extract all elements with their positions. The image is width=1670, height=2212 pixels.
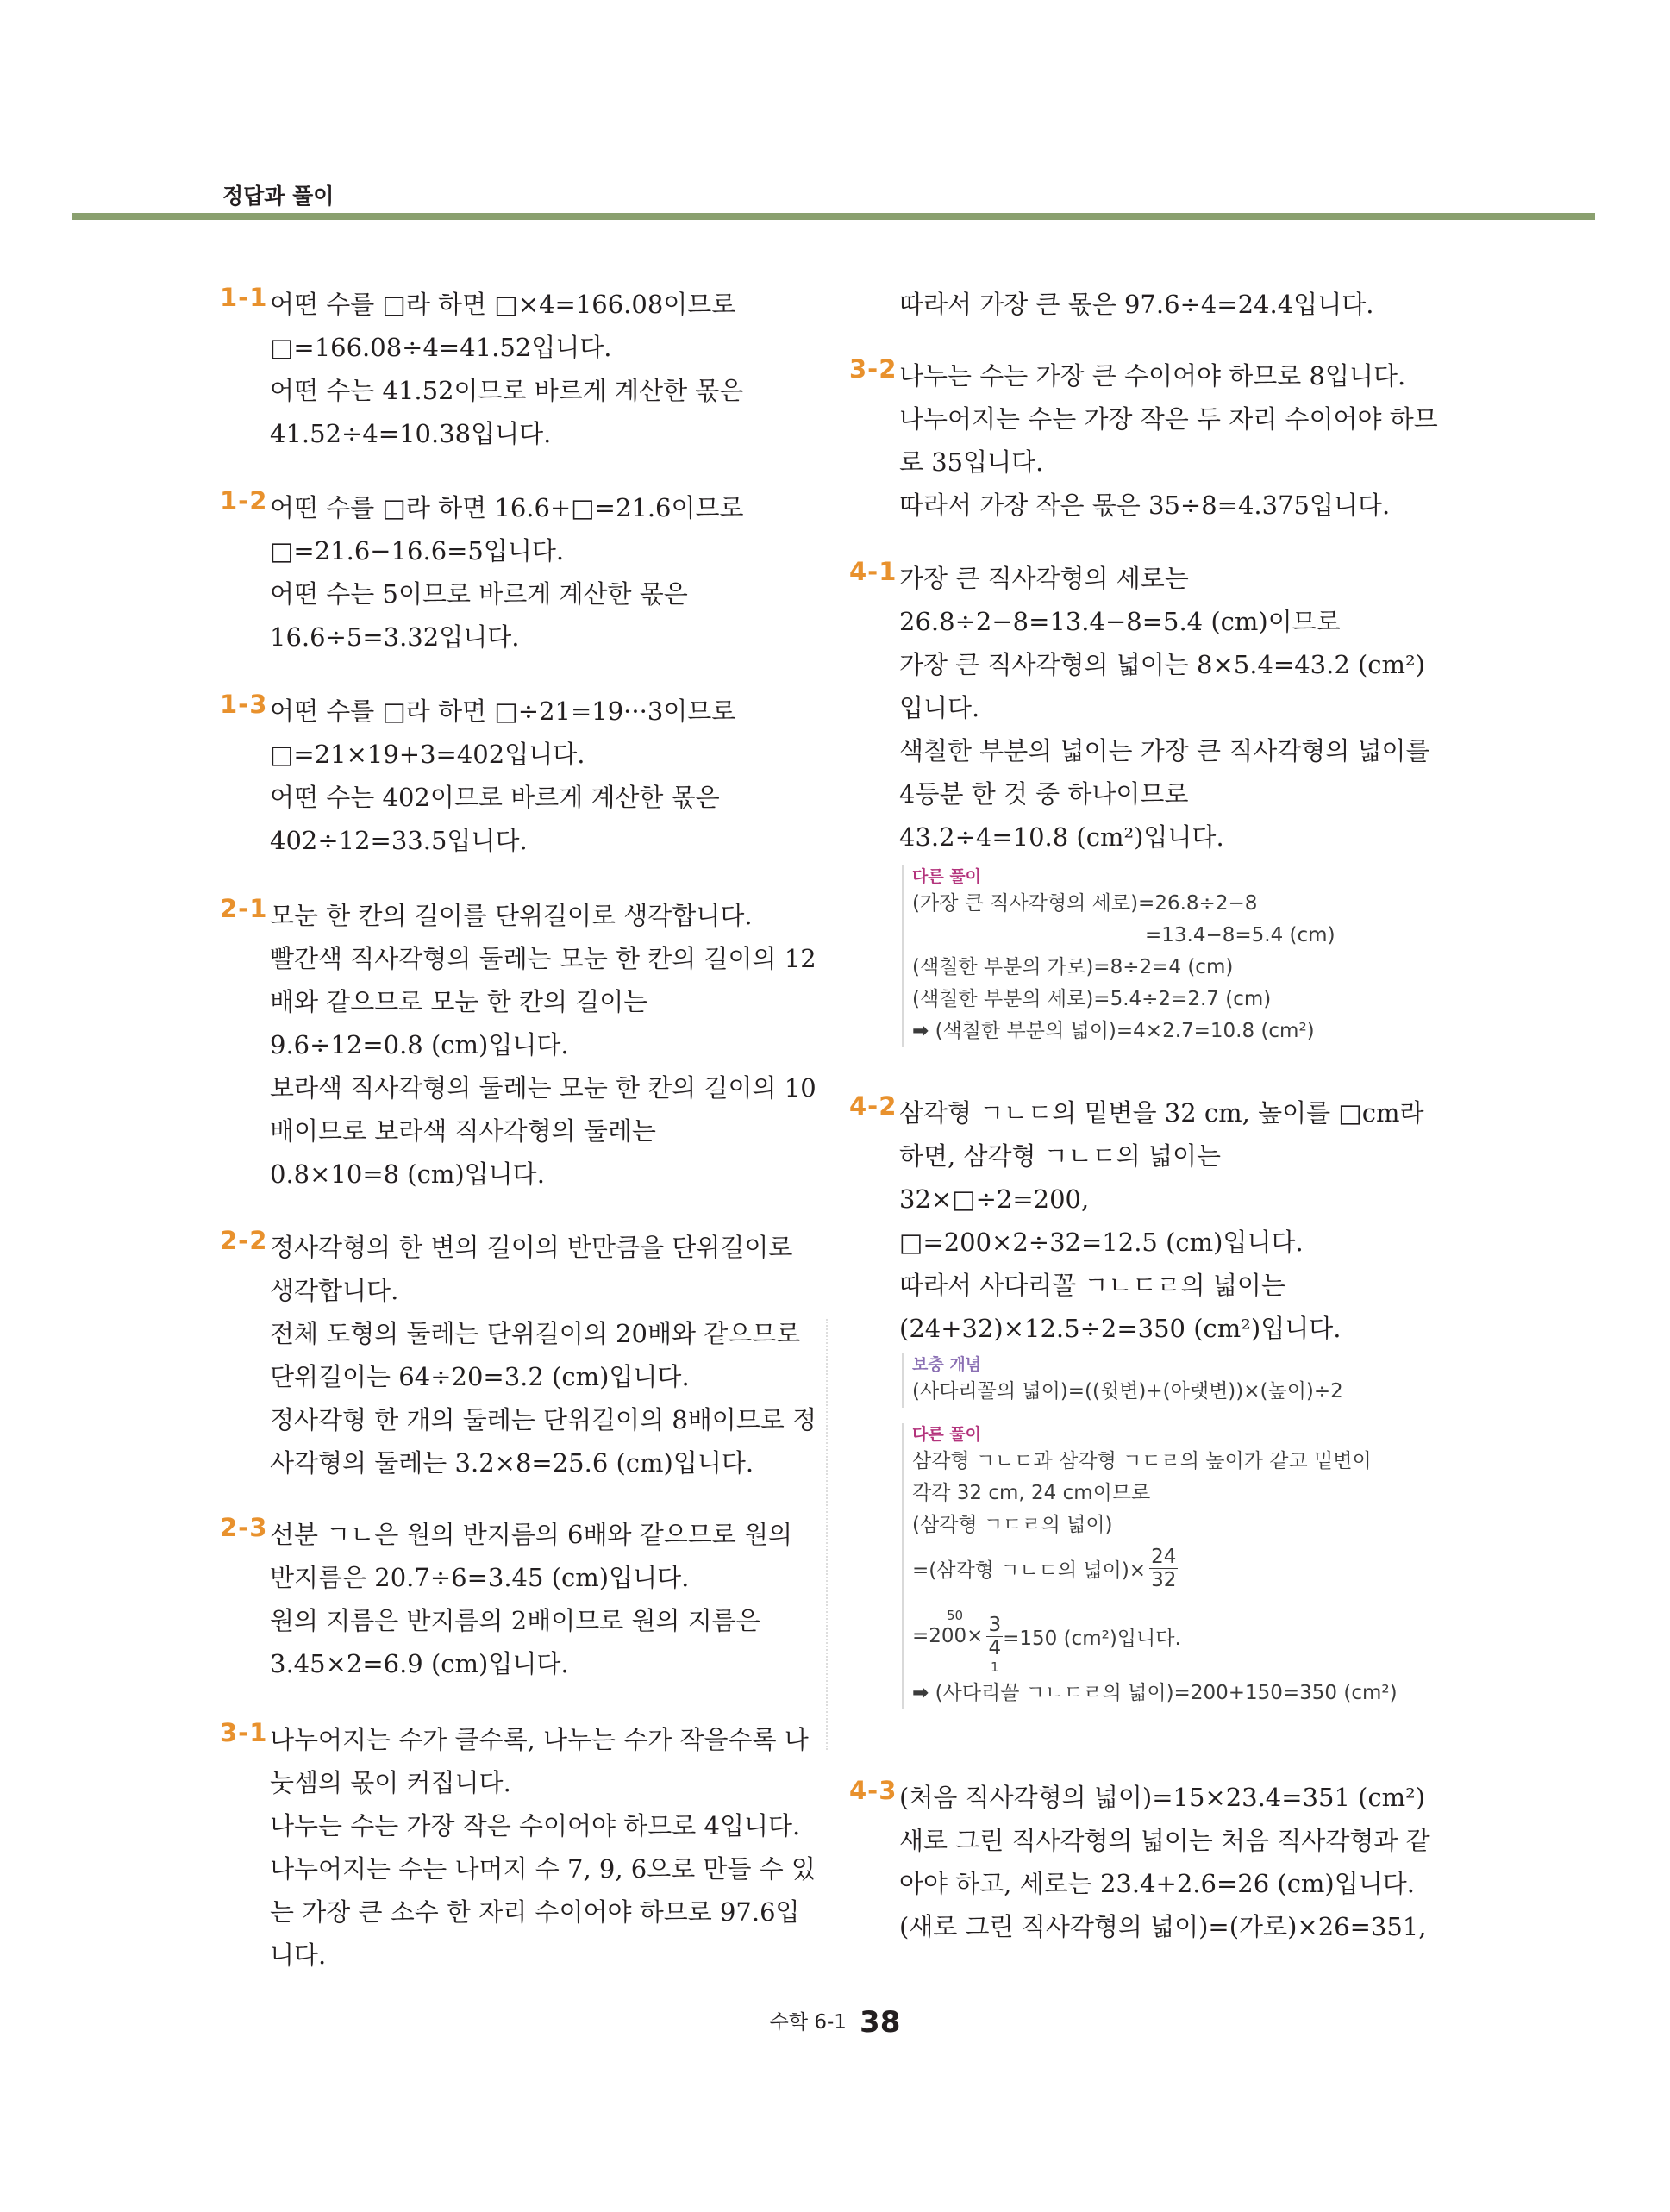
- box-line: (삼각형 ㄱㄷㄹ의 넓이): [912, 1514, 1113, 1536]
- fraction-numerator: 24: [1151, 1545, 1177, 1568]
- box-line: (색칠한 부분의 세로)=5.4÷2=2.7 (cm): [912, 988, 1272, 1010]
- solution-line: 반지름은 20.7÷6=3.45 (cm)입니다.: [270, 1563, 690, 1592]
- solution-line: 배와 같으므로 모눈 한 칸의 길이는: [270, 987, 648, 1016]
- problem-1-2: [220, 486, 744, 659]
- solution-line: 어떤 수는 5이므로 바르게 계산한 몫은: [270, 579, 688, 609]
- supplementary-concept-box: [902, 1353, 1424, 1408]
- solution-line: 아야 하고, 세로는 23.4+2.6=26 (cm)입니다.: [899, 1869, 1416, 1898]
- alternative-solution-box: [902, 865, 1430, 1047]
- solution-line: 16.6÷5=3.32입니다.: [270, 622, 520, 652]
- cancel-quotient: 50: [947, 1608, 964, 1623]
- solution-line: 나누는 수는 가장 작은 수이어야 하므로 4입니다.: [270, 1811, 801, 1840]
- solution-line: 43.2÷4=10.8 (cm²)입니다.: [899, 822, 1224, 852]
- box-text: [912, 1608, 984, 1647]
- solution-line: 가장 큰 직사각형의 넓이는 8×5.4=43.2 (cm²): [899, 650, 1425, 679]
- problem-number: 2-1: [220, 894, 268, 923]
- box-title: 다른 풀이: [912, 867, 982, 886]
- fraction: [1149, 1546, 1178, 1591]
- alternative-solution-box: [902, 1423, 1424, 1709]
- box-line: 각각 32 cm, 24 cm이므로: [912, 1482, 1151, 1504]
- header-title: 정답과 풀이: [222, 184, 335, 209]
- solution-line: 정사각형 한 개의 둘레는 단위길이의 8배이므로 정: [270, 1405, 817, 1434]
- solution-line: 입니다.: [899, 693, 980, 722]
- problem-number: 4-2: [849, 1091, 898, 1121]
- solution-line: 보라색 직사각형의 둘레는 모눈 한 칸의 길이의 10: [270, 1073, 816, 1103]
- box-title: 보충 개념: [912, 1355, 982, 1374]
- solution-line: (처음 직사각형의 넓이)=15×23.4=351 (cm²): [899, 1783, 1426, 1812]
- fraction-denominator: 4: [988, 1636, 1002, 1659]
- solution-line: 원의 지름은 반지름의 2배이므로 원의 지름은: [270, 1606, 760, 1635]
- fraction-denominator: 32: [1151, 1568, 1177, 1591]
- solution-line: 나누어지는 수가 클수록, 나누는 수가 작을수록 나: [270, 1725, 809, 1754]
- solution-line: 니다.: [270, 1940, 327, 1970]
- solution-line: 4등분 한 것 중 하나이므로: [899, 779, 1189, 809]
- problem-1-3: [220, 690, 735, 862]
- solution-line: 색칠한 부분의 넓이는 가장 큰 직사각형의 넓이를: [899, 736, 1430, 765]
- box-text: =200×: [912, 1625, 984, 1647]
- solution-line: 로 35입니다.: [899, 447, 1044, 477]
- solution-line: 따라서 가장 작은 몫은 35÷8=4.375입니다.: [899, 491, 1391, 520]
- solution-line: 삼각형 ㄱㄴㄷ의 밑변을 32 cm, 높이를 □cm라: [899, 1098, 1424, 1128]
- page-footer: [0, 2005, 1670, 2040]
- problem-1-1: [220, 283, 743, 455]
- solution-line: 따라서 가장 큰 몫은 97.6÷4=24.4입니다.: [899, 290, 1374, 319]
- solution-line: 26.8÷2−8=13.4−8=5.4 (cm)이므로: [899, 607, 1341, 636]
- box-title: 다른 풀이: [912, 1425, 982, 1444]
- solution-line: (새로 그린 직사각형의 넓이)=(가로)×26=351,: [899, 1912, 1427, 1941]
- problem-4-1: [849, 557, 1430, 1047]
- solution-line: 눗셈의 몫이 커집니다.: [270, 1768, 511, 1797]
- box-line: ➡ (색칠한 부분의 넓이)=4×2.7=10.8 (cm²): [912, 1020, 1315, 1042]
- problem-2-3: [220, 1513, 792, 1685]
- solution-line: 어떤 수는 41.52이므로 바르게 계산한 몫은: [270, 376, 744, 405]
- solution-line: 정사각형의 한 변의 길이의 반만큼을 단위길이로: [270, 1233, 793, 1262]
- problem-3-1: [220, 1718, 816, 1977]
- box-text: =(삼각형 ㄱㄴㄷ의 넓이)×: [912, 1559, 1147, 1582]
- problem-number: 2-2: [220, 1226, 268, 1255]
- problem-number: 2-3: [220, 1513, 268, 1542]
- solution-line: □=21.6−16.6=5입니다.: [270, 536, 565, 565]
- box-text: =150 (cm²)입니다.: [1003, 1627, 1181, 1650]
- problem-number: 1-3: [220, 690, 268, 719]
- problem-4-3: [849, 1776, 1430, 1948]
- solution-line: 0.8×10=8 (cm)입니다.: [270, 1159, 545, 1189]
- solution-line: 어떤 수를 □라 하면 16.6+□=21.6이므로: [270, 493, 744, 522]
- solution-line: 생각합니다.: [270, 1276, 399, 1305]
- box-line: (색칠한 부분의 가로)=8÷2=4 (cm): [912, 956, 1234, 978]
- solution-line: 새로 그린 직사각형의 넓이는 처음 직사각형과 같: [899, 1826, 1430, 1855]
- box-line: (가장 큰 직사각형의 세로)=26.8÷2−8: [912, 892, 1258, 915]
- solution-line: 어떤 수를 □라 하면 □÷21=19···3이므로: [270, 697, 736, 726]
- solution-line: 9.6÷12=0.8 (cm)입니다.: [270, 1030, 569, 1059]
- footer-label: 수학 6-1: [769, 2011, 847, 2034]
- solution-line: 빨간색 직사각형의 둘레는 모눈 한 칸의 길이의 12: [270, 944, 816, 973]
- solution-line: 나누어지는 수는 나머지 수 7, 9, 6으로 만들 수 있: [270, 1854, 816, 1884]
- solution-line: 402÷12=33.5입니다.: [270, 826, 528, 855]
- problem-3-2: [849, 354, 1438, 527]
- box-line: =13.4−8=5.4 (cm): [1145, 924, 1335, 947]
- solution-line: □=166.08÷4=41.52입니다.: [270, 333, 612, 362]
- problem-2-1: [220, 894, 816, 1196]
- problem-number: 4-3: [849, 1776, 898, 1805]
- box-line: (사다리꼴의 넓이)=((윗변)+(아랫변))×(높이)÷2: [912, 1380, 1343, 1403]
- fraction-line: [912, 1541, 1424, 1595]
- solution-line: 어떤 수를 □라 하면 □×4=166.08이므로: [270, 290, 736, 319]
- solution-line: 모눈 한 칸의 길이를 단위길이로 생각합니다.: [270, 901, 753, 930]
- problem-3-1-continued: [849, 283, 1373, 326]
- solution-line: 32×□÷2=200,: [899, 1184, 1090, 1214]
- problem-number: 1-2: [220, 486, 268, 516]
- problem-number: 4-1: [849, 557, 898, 586]
- solution-line: 선분 ㄱㄴ은 원의 반지름의 6배와 같으므로 원의: [270, 1520, 793, 1549]
- page-number: 38: [860, 2005, 901, 2040]
- solution-line: 41.52÷4=10.38입니다.: [270, 419, 552, 448]
- solution-line: 배이므로 보라색 직사각형의 둘레는: [270, 1116, 656, 1146]
- solution-line: 하면, 삼각형 ㄱㄴㄷ의 넓이는: [899, 1141, 1222, 1171]
- solution-line: 나누어지는 수는 가장 작은 두 자리 수이어야 하므: [899, 404, 1438, 434]
- column-separator: [826, 1319, 828, 1750]
- fraction-line: [912, 1595, 1424, 1678]
- problem-4-2: [849, 1091, 1424, 1709]
- solution-line: (24+32)×12.5÷2=350 (cm²)입니다.: [899, 1314, 1342, 1343]
- fraction: [986, 1613, 1003, 1675]
- solution-line: 사각형의 둘레는 3.2×8=25.6 (cm)입니다.: [270, 1448, 754, 1478]
- solution-line: □=21×19+3=402입니다.: [270, 740, 585, 769]
- solution-line: 나누는 수는 가장 큰 수이어야 하므로 8입니다.: [899, 361, 1406, 391]
- header-rule: [72, 213, 1595, 220]
- solution-line: 가장 큰 직사각형의 세로는: [899, 564, 1189, 593]
- box-line: 삼각형 ㄱㄴㄷ과 삼각형 ㄱㄷㄹ의 높이가 같고 밑변이: [912, 1450, 1372, 1472]
- problem-2-2: [220, 1226, 816, 1484]
- solution-line: 3.45×2=6.9 (cm)입니다.: [270, 1649, 569, 1678]
- solution-line: 전체 도형의 둘레는 단위길이의 20배와 같으므로: [270, 1319, 801, 1348]
- solution-line: □=200×2÷32=12.5 (cm)입니다.: [899, 1228, 1304, 1257]
- box-line: ➡ (사다리꼴 ㄱㄴㄷㄹ의 넓이)=200+150=350 (cm²): [912, 1682, 1398, 1704]
- problem-number: 3-2: [849, 354, 898, 384]
- solution-line: 따라서 사다리꼴 ㄱㄴㄷㄹ의 넓이는: [899, 1271, 1285, 1300]
- solution-line: 는 가장 큰 소수 한 자리 수이어야 하므로 97.6입: [270, 1897, 800, 1927]
- cancel-quotient: 1: [990, 1659, 999, 1675]
- fraction-numerator: 3: [988, 1613, 1002, 1636]
- solution-line: 어떤 수는 402이므로 바르게 계산한 몫은: [270, 783, 720, 812]
- solution-line: 단위길이는 64÷20=3.2 (cm)입니다.: [270, 1362, 690, 1391]
- problem-number: 3-1: [220, 1718, 268, 1747]
- problem-number: 1-1: [220, 283, 268, 312]
